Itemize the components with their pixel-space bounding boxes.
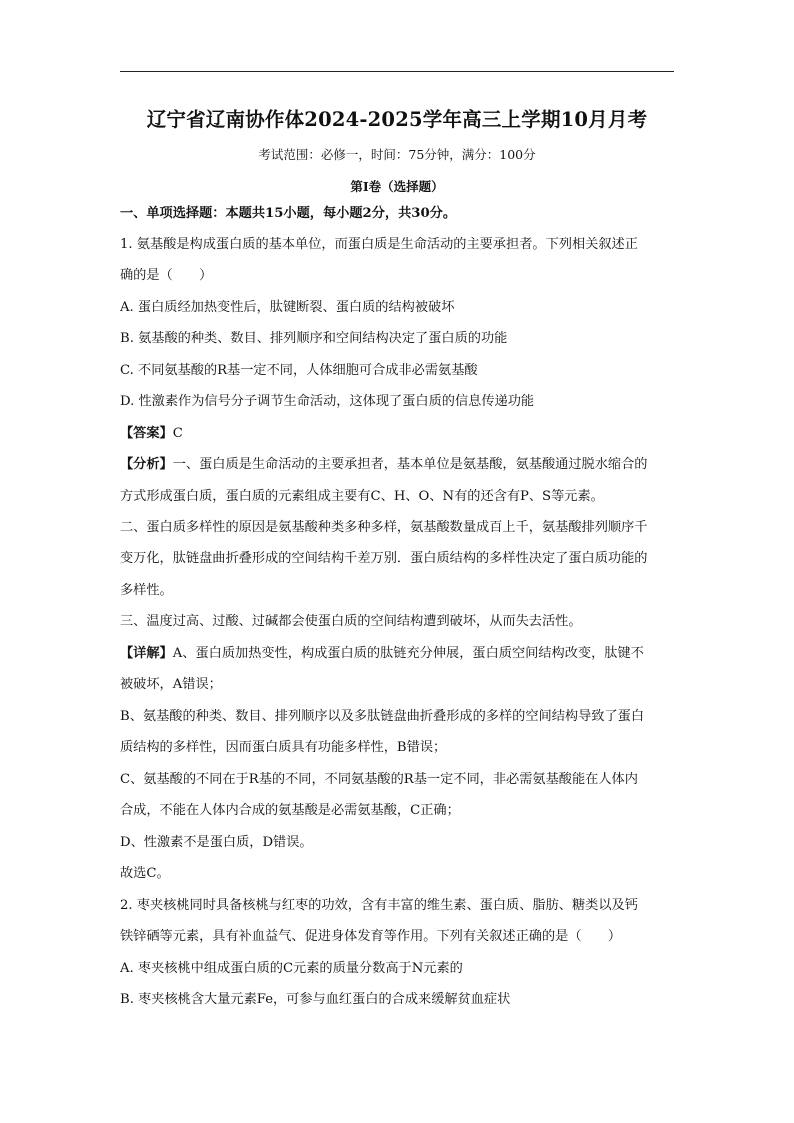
top-rule-divider	[120, 71, 674, 72]
document-title: 辽宁省辽南协作体2024-2025学年高三上学期10月月考	[146, 108, 648, 131]
q1-detail-line-1	[120, 645, 644, 663]
q1-analysis-line-5: 多样性。	[120, 583, 173, 598]
q1-conclusion: 故选C。	[120, 866, 170, 881]
answer-tag: 【答案】	[120, 426, 173, 441]
q1-option-a: A. 蛋白质经加热变性后，肽键断裂、蛋白质的结构被破坏	[120, 300, 455, 315]
q2-stem-line-1: 2. 枣夹核桃同时具备核桃与红枣的功效，含有丰富的维生素、蛋白质、脂肪、糖类以及钙	[120, 898, 638, 913]
detail-text-1: A、蛋白质加热变性，构成蛋白质的肽链充分伸展，蛋白质空间结构改变，肽键不	[172, 646, 644, 661]
q2-option-b: B. 枣夹核桃含大量元素Fe，可参与血红蛋白的合成来缓解贫血症状	[120, 992, 511, 1007]
q2-stem-line-2: 铁锌硒等元素，具有补血益气、促进身体发育等作用。下列有关叙述正确的是（ ）	[120, 929, 622, 944]
detail-tag: 【详解】	[120, 646, 173, 661]
q1-stem-line-2: 确的是（ ）	[120, 268, 213, 283]
analysis-text-1: 一、蛋白质是生命活动的主要承担者，基本单位是氨基酸，氨基酸通过脱水缩合的	[172, 457, 648, 472]
q1-detail-line-3: B、氨基酸的种类、数目、排列顺序以及多肽链盘曲折叠形成的多样的空间结构导致了蛋白	[120, 709, 644, 724]
q1-detail-line-4: 质结构的多样性，因而蛋白质具有功能多样性，B错误；	[120, 740, 447, 755]
q1-option-b: B. 氨基酸的种类、数目、排列顺序和空间结构决定了蛋白质的功能	[120, 331, 508, 346]
q1-analysis-line-4: 变万化，肽链盘曲折叠形成的空间结构千差万别．蛋白质结构的多样性决定了蛋白质功能的	[120, 551, 648, 566]
q1-analysis-line-6: 三、温度过高、过酸、过碱都会使蛋白质的空间结构遭到破坏，从而失去活性。	[120, 614, 582, 629]
q1-analysis-line-3: 二、蛋白质多样性的原因是氨基酸种类多种多样，氨基酸数量成百上千，氨基酸排列顺序千	[120, 520, 648, 535]
part-title: 第I卷（选择题）	[350, 179, 444, 194]
q1-detail-line-6: 合成，不能在人体内合成的氨基酸是必需氨基酸，C正确；	[120, 803, 460, 818]
q2-option-a: A. 枣夹核桃中组成蛋白质的C元素的质量分数高于N元素的	[120, 961, 463, 976]
q1-answer-line	[120, 425, 183, 443]
q1-stem-line-1: 1. 氨基酸是构成蛋白质的基本单位，而蛋白质是生命活动的主要承担者。下列相关叙述正	[120, 237, 638, 252]
q1-detail-line-7: D、性激素不是蛋白质，D错误。	[120, 835, 313, 850]
q1-option-d: D. 性激素作为信号分子调节生命活动，这体现了蛋白质的信息传递功能	[120, 394, 535, 409]
exam-info: 考试范围：必修一，时间：75分钟，满分：100分	[258, 147, 536, 162]
q1-analysis-line-2: 方式形成蛋白质，蛋白质的元素组成主要有C、H、O、N有的还含有P、S等元素。	[120, 489, 604, 504]
analysis-tag: 【分析】	[120, 457, 173, 472]
q1-option-c: C. 不同氨基酸的R基一定不同，人体细胞可合成非必需氨基酸	[120, 363, 478, 378]
q1-analysis-line-1	[120, 456, 648, 474]
section-heading: 一、单项选择题：本题共15小题，每小题2分，共30分。	[120, 206, 457, 221]
q1-detail-line-5: C、氨基酸的不同在于R基的不同，不同氨基酸的R基一定不同，非必需氨基酸能在人体内	[120, 772, 638, 787]
q1-detail-line-2: 被破坏，A错误；	[120, 677, 222, 692]
answer-value: C	[172, 426, 183, 441]
